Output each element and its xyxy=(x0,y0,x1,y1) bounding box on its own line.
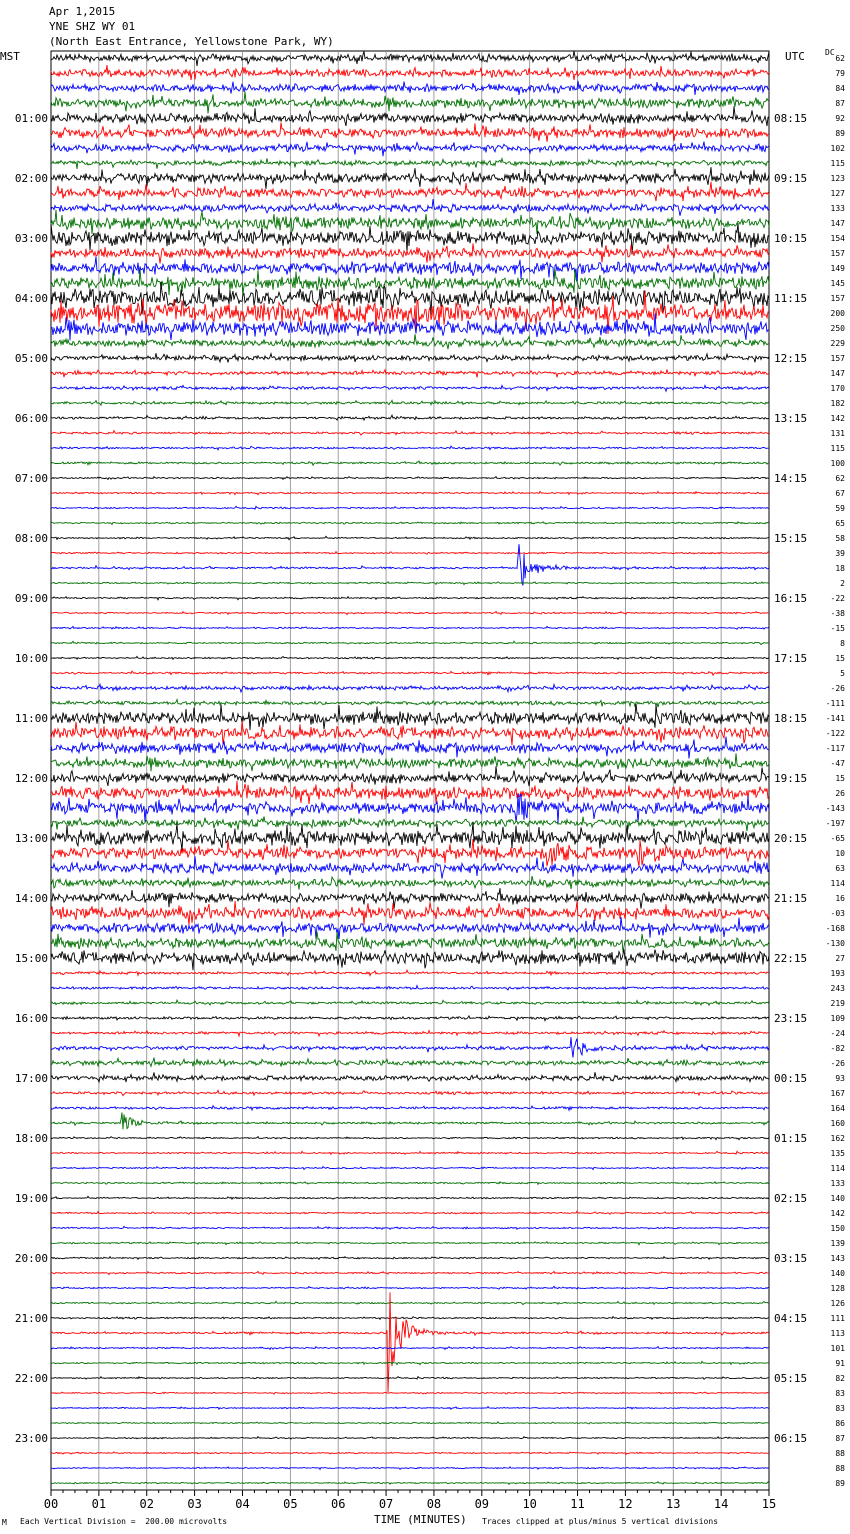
trace-line xyxy=(51,385,769,391)
trace-line xyxy=(51,314,769,341)
x-tick-label: 09 xyxy=(474,1497,490,1511)
trace-line xyxy=(51,81,769,95)
right-hour-label: 18:15 xyxy=(774,712,808,725)
x-tick-label: 03 xyxy=(187,1497,202,1511)
trace-line xyxy=(51,142,769,157)
right-hour-label: 10:15 xyxy=(774,232,808,245)
right-hour-label: 21:15 xyxy=(774,892,808,905)
trace-line xyxy=(51,431,769,435)
trace-line xyxy=(51,1467,769,1470)
dc-offset-label: -15 xyxy=(830,624,845,633)
right-hour-label: 12:15 xyxy=(774,352,808,365)
dc-offset-label: -143 xyxy=(825,804,845,813)
trace-line xyxy=(51,400,769,405)
clip-note: Traces clipped at plus/minus 5 vertical divisions xyxy=(482,1517,719,1526)
dc-offset-label: 109 xyxy=(830,1014,845,1023)
trace-line xyxy=(51,722,769,746)
dc-offset-label: 62 xyxy=(835,474,845,483)
trace-line xyxy=(51,1031,769,1036)
header-location: (North East Entrance, Yellowstone Park, WY) xyxy=(49,35,334,48)
x-tick-label: 11 xyxy=(570,1497,585,1511)
x-tick-label: 15 xyxy=(761,1497,777,1511)
dc-offset-label: 82 xyxy=(835,1374,845,1383)
trace-line xyxy=(51,626,769,629)
trace-line xyxy=(51,1301,769,1304)
trace-line xyxy=(51,1407,769,1410)
x-tick-label: 00 xyxy=(43,1497,59,1511)
dc-offset-label: -197 xyxy=(825,819,845,828)
dc-offset-label: 193 xyxy=(830,969,845,978)
dc-offset-label: 63 xyxy=(835,864,845,873)
dc-offset-label: 59 xyxy=(835,504,845,513)
trace-line xyxy=(51,1182,769,1185)
trace-line xyxy=(51,970,769,975)
dc-offset-label: 113 xyxy=(830,1329,845,1338)
dc-offset-label: 93 xyxy=(835,1074,845,1083)
dc-offset-label: 100 xyxy=(830,459,845,468)
left-hour-label: 17:00 xyxy=(14,1072,48,1085)
right-hour-label: 06:15 xyxy=(774,1432,808,1445)
trace-line xyxy=(51,1242,769,1245)
left-hour-label: 03:00 xyxy=(14,232,48,245)
trace-line xyxy=(51,1482,769,1485)
dc-offset-label: 26 xyxy=(835,789,845,798)
dc-offset-label: 140 xyxy=(830,1269,845,1278)
trace-line xyxy=(51,876,769,890)
trace-line xyxy=(51,1286,769,1289)
x-tick-label: 07 xyxy=(378,1497,394,1511)
left-hour-label: 20:00 xyxy=(14,1252,48,1265)
trace-line xyxy=(51,1292,769,1392)
dc-offset-label: 154 xyxy=(830,234,845,243)
trace-line xyxy=(51,199,769,216)
trace-line xyxy=(51,856,769,878)
trace-line xyxy=(51,917,769,939)
dc-offset-label: 133 xyxy=(830,1179,845,1188)
left-hour-label: 09:00 xyxy=(14,592,48,605)
left-hour-label: 12:00 xyxy=(14,772,48,785)
trace-line xyxy=(51,92,769,114)
trace-line xyxy=(51,415,769,420)
trace-line xyxy=(51,1151,769,1154)
x-tick-label: 05 xyxy=(283,1497,298,1511)
x-tick-label: 02 xyxy=(139,1497,154,1511)
trace-line xyxy=(51,334,769,349)
right-hour-label: 16:15 xyxy=(774,592,808,605)
dc-offset-label: 167 xyxy=(830,1089,845,1098)
x-tick-label: 08 xyxy=(426,1497,442,1511)
trace-line xyxy=(51,1137,769,1140)
trace-line xyxy=(51,1422,769,1424)
trace-line xyxy=(51,1257,769,1260)
left-hour-label: 13:00 xyxy=(14,832,48,845)
left-hour-label: 10:00 xyxy=(14,652,48,665)
dc-offset-label: 65 xyxy=(835,519,845,528)
dc-offset-label: -111 xyxy=(825,699,845,708)
dc-offset-label: 200 xyxy=(830,309,845,318)
dc-offset-label: 229 xyxy=(830,339,845,348)
dc-offset-label: 131 xyxy=(830,429,845,438)
trace-line xyxy=(51,656,769,659)
dc-offset-label: 89 xyxy=(835,1479,845,1488)
dc-offset-label: -26 xyxy=(830,1059,845,1068)
trace-line xyxy=(51,949,769,970)
dc-offset-label: 115 xyxy=(830,444,845,453)
dc-offset-label: 18 xyxy=(835,564,845,573)
trace-line xyxy=(51,901,769,925)
right-hour-label: 04:15 xyxy=(774,1312,808,1325)
dc-offset-label: 86 xyxy=(835,1419,845,1428)
dc-offset-label: 39 xyxy=(835,549,845,558)
dc-offset-label: 114 xyxy=(830,879,845,888)
trace-line xyxy=(51,158,769,169)
trace-line xyxy=(51,816,769,831)
x-tick-label: 12 xyxy=(618,1497,633,1511)
trace-line xyxy=(51,671,769,675)
dc-offset-label: 88 xyxy=(835,1449,845,1458)
trace-line xyxy=(51,106,769,126)
trace-line xyxy=(51,491,769,494)
trace-line xyxy=(51,223,769,254)
trace-line xyxy=(51,932,769,953)
left-hour-label: 19:00 xyxy=(14,1192,48,1205)
dc-offset-label: 8 xyxy=(840,639,845,648)
dc-offset-label: 83 xyxy=(835,1389,845,1398)
trace-line xyxy=(51,522,769,525)
left-hour-label: 15:00 xyxy=(14,952,48,965)
trace-line xyxy=(51,597,769,600)
right-hour-label: 17:15 xyxy=(774,652,808,665)
left-hour-label: 21:00 xyxy=(14,1312,48,1325)
trace-line xyxy=(51,370,769,378)
dc-offset-label: 91 xyxy=(835,1359,845,1368)
trace-line xyxy=(51,641,769,644)
dc-offset-label: 88 xyxy=(835,1464,845,1473)
dc-offset-label: 140 xyxy=(830,1194,845,1203)
dc-offset-label: 157 xyxy=(830,294,845,303)
dc-offset-label: 142 xyxy=(830,1209,845,1218)
trace-line xyxy=(51,282,769,315)
dc-offset-label: 79 xyxy=(835,69,845,78)
right-hour-label: 01:15 xyxy=(774,1132,808,1145)
trace-line xyxy=(51,684,769,692)
dc-offset-label: 126 xyxy=(830,1299,845,1308)
corner-mark: M xyxy=(2,1518,7,1527)
trace-line xyxy=(51,51,769,66)
trace-line xyxy=(51,552,769,555)
left-hour-label: 01:00 xyxy=(14,112,48,125)
dc-offset-label: 101 xyxy=(830,1344,845,1353)
dc-offset-label: 58 xyxy=(835,534,845,543)
dc-offset-label: -141 xyxy=(825,714,845,723)
dc-offset-label: 143 xyxy=(830,1254,845,1263)
x-tick-label: 10 xyxy=(522,1497,537,1511)
trace-line xyxy=(51,1317,769,1320)
trace-line xyxy=(51,1106,769,1111)
trace-line xyxy=(51,544,769,585)
right-hour-label: 14:15 xyxy=(774,472,808,485)
trace-line xyxy=(51,766,769,786)
dc-offset-label: 160 xyxy=(830,1119,845,1128)
dc-offset-label: -24 xyxy=(830,1029,845,1038)
trace-line xyxy=(51,1226,769,1229)
dc-offset-label: -38 xyxy=(830,609,845,618)
trace-line xyxy=(51,839,769,867)
x-tick-label: 04 xyxy=(235,1497,250,1511)
dc-offset-label: -47 xyxy=(830,759,845,768)
header-station: YNE SHZ WY 01 xyxy=(49,20,136,33)
trace-line xyxy=(51,1113,769,1130)
trace-line xyxy=(51,582,769,585)
dc-label: DC xyxy=(825,48,835,57)
trace-line xyxy=(51,123,769,142)
right-hour-label: 09:15 xyxy=(774,172,808,185)
dc-offset-label: 92 xyxy=(835,114,845,123)
left-hour-label: 14:00 xyxy=(14,892,48,905)
x-tick-label: 14 xyxy=(713,1497,729,1511)
trace-line xyxy=(51,182,769,201)
dc-offset-label: 150 xyxy=(830,1224,845,1233)
trace-line xyxy=(51,986,769,990)
dc-offset-label: 250 xyxy=(830,324,845,333)
left-hour-label: 04:00 xyxy=(14,292,48,305)
dc-offset-label: 147 xyxy=(830,219,845,228)
left-hour-label: 23:00 xyxy=(14,1432,48,1445)
dc-offset-label: 67 xyxy=(835,489,845,498)
trace-line xyxy=(51,1000,769,1005)
dc-offset-label: -26 xyxy=(830,684,845,693)
dc-offset-label: 243 xyxy=(830,984,845,993)
dc-offset-label: -22 xyxy=(830,594,845,603)
x-tick-label: 13 xyxy=(666,1497,681,1511)
trace-line xyxy=(51,1196,769,1199)
dc-offset-label: 149 xyxy=(830,264,845,273)
dc-offset-label: 164 xyxy=(830,1104,845,1113)
left-hour-label: 07:00 xyxy=(14,472,48,485)
dc-offset-label: 84 xyxy=(835,84,845,93)
right-hour-label: 00:15 xyxy=(774,1072,808,1085)
trace-line xyxy=(51,1377,769,1380)
dc-offset-label: 139 xyxy=(830,1239,845,1248)
trace-line xyxy=(51,1211,769,1214)
left-hour-label: 18:00 xyxy=(14,1132,48,1145)
dc-offset-label: -65 xyxy=(830,834,845,843)
trace-line xyxy=(51,1072,769,1082)
dc-offset-label: 83 xyxy=(835,1404,845,1413)
dc-offset-label: -168 xyxy=(825,924,845,933)
trace-line xyxy=(51,461,769,465)
dc-offset-label: -130 xyxy=(825,939,845,948)
right-hour-label: 19:15 xyxy=(774,772,808,785)
dc-offset-label: 114 xyxy=(830,1164,845,1173)
dc-offset-label: 10 xyxy=(835,849,845,858)
dc-offset-label: 128 xyxy=(830,1284,845,1293)
left-zone-label: MST xyxy=(0,50,20,63)
trace-line xyxy=(51,753,769,771)
dc-offset-label: 182 xyxy=(830,399,845,408)
dc-offset-label: 127 xyxy=(830,189,845,198)
dc-offset-label: 62 xyxy=(835,54,845,63)
dc-offset-label: 147 xyxy=(830,369,845,378)
left-hour-label: 02:00 xyxy=(14,172,48,185)
dc-offset-label: -82 xyxy=(830,1044,845,1053)
dc-offset-label: 2 xyxy=(840,579,845,588)
trace-line xyxy=(51,1271,769,1274)
trace-line xyxy=(51,1347,769,1350)
dc-offset-label: 87 xyxy=(835,99,845,108)
trace-line xyxy=(51,210,769,234)
dc-offset-label: 219 xyxy=(830,999,845,1008)
x-tick-label: 06 xyxy=(330,1497,346,1511)
trace-line xyxy=(51,888,769,909)
trace-line xyxy=(51,1037,769,1058)
trace-line xyxy=(51,243,769,263)
trace-line xyxy=(51,167,769,189)
left-hour-label: 16:00 xyxy=(14,1012,48,1025)
dc-offset-label: 133 xyxy=(830,204,845,213)
scale-note: Each Vertical Division = 200.00 microvolts xyxy=(20,1517,228,1526)
trace-line xyxy=(51,477,769,480)
left-hour-label: 08:00 xyxy=(14,532,48,545)
right-hour-label: 02:15 xyxy=(774,1192,808,1205)
trace-line xyxy=(51,1361,769,1364)
right-hour-label: 08:15 xyxy=(774,112,808,125)
trace-line xyxy=(51,1090,769,1095)
dc-offset-label: 15 xyxy=(835,654,845,663)
dc-offset-label: 142 xyxy=(830,414,845,423)
right-hour-label: 13:15 xyxy=(774,412,808,425)
trace-line xyxy=(51,536,769,539)
x-tick-label: 01 xyxy=(91,1497,107,1511)
dc-offset-label: -122 xyxy=(825,729,845,738)
dc-offset-label: 170 xyxy=(830,384,845,393)
dc-offset-label: 157 xyxy=(830,354,845,363)
left-hour-label: 05:00 xyxy=(14,352,48,365)
trace-line xyxy=(51,65,769,80)
trace-line xyxy=(51,1016,769,1021)
dc-offset-label: 115 xyxy=(830,159,845,168)
dc-offset-label: 145 xyxy=(830,279,845,288)
right-hour-label: 03:15 xyxy=(774,1252,808,1265)
trace-line xyxy=(51,446,769,450)
dc-offset-label: 89 xyxy=(835,129,845,138)
right-hour-label: 22:15 xyxy=(774,952,808,965)
right-hour-label: 20:15 xyxy=(774,832,808,845)
trace-line xyxy=(51,506,769,509)
left-hour-label: 11:00 xyxy=(14,712,48,725)
dc-offset-label: 135 xyxy=(830,1149,845,1158)
trace-line xyxy=(51,1437,769,1440)
trace-line xyxy=(51,269,769,296)
trace-line xyxy=(51,353,769,362)
dc-offset-label: -117 xyxy=(825,744,845,753)
trace-line xyxy=(51,700,769,708)
right-hour-label: 05:15 xyxy=(774,1372,808,1385)
dc-offset-label: 162 xyxy=(830,1134,845,1143)
dc-offset-label: 27 xyxy=(835,954,845,963)
dc-offset-label: 15 xyxy=(835,774,845,783)
right-hour-label: 15:15 xyxy=(774,532,808,545)
trace-line xyxy=(51,1452,769,1455)
dc-offset-label: 5 xyxy=(840,669,845,678)
trace-line xyxy=(51,1058,769,1067)
trace-line xyxy=(51,612,769,615)
right-zone-label: UTC xyxy=(785,50,805,63)
trace-line xyxy=(51,704,769,731)
dc-offset-label: 102 xyxy=(830,144,845,153)
right-hour-label: 23:15 xyxy=(774,1012,808,1025)
right-hour-label: 11:15 xyxy=(774,292,808,305)
left-hour-label: 22:00 xyxy=(14,1372,48,1385)
trace-line xyxy=(51,1392,769,1394)
header-date: Apr 1,2015 xyxy=(49,5,116,18)
trace-line xyxy=(51,256,769,281)
left-hour-label: 06:00 xyxy=(14,412,48,425)
dc-offset-label: 111 xyxy=(830,1314,845,1323)
dc-offset-label: 87 xyxy=(835,1434,845,1443)
trace-line xyxy=(51,1167,769,1170)
x-axis-label: TIME (MINUTES) xyxy=(374,1513,467,1526)
dc-offset-label: 16 xyxy=(835,894,845,903)
dc-offset-label: 123 xyxy=(830,174,845,183)
dc-offset-label: 157 xyxy=(830,249,845,258)
dc-offset-label: -03 xyxy=(830,909,845,918)
